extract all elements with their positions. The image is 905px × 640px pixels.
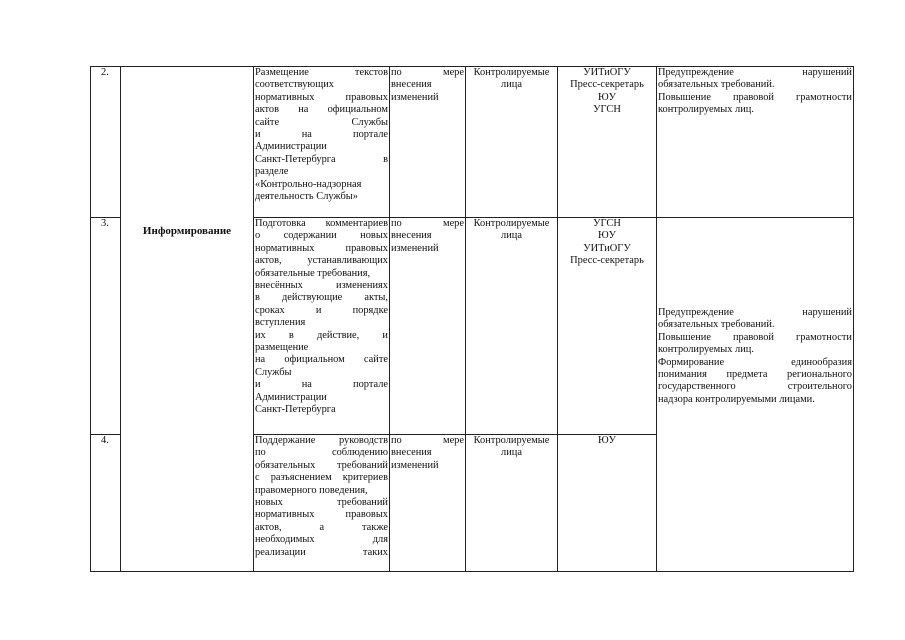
controlled-subjects <box>466 435 558 572</box>
result-line: Предупреждение нарушений <box>658 67 852 78</box>
result-line: понимания предмета регионального <box>658 368 852 380</box>
responsible-units <box>558 218 657 435</box>
term-line: изменений <box>391 91 439 103</box>
measure-description <box>254 218 390 435</box>
result-line: обязательных требований. <box>658 79 775 91</box>
result-line: государственного строительного <box>658 381 852 393</box>
table-row <box>91 67 854 218</box>
expected-result <box>657 67 854 218</box>
execution-term <box>390 67 466 218</box>
result-line: обязательных требований. <box>658 319 775 331</box>
term-line: внесения <box>391 79 432 91</box>
description-line: деятельность Службы» <box>255 191 358 203</box>
description-line: в действующие акты, <box>255 292 388 304</box>
result-line: Формирование единообразия <box>658 356 852 368</box>
description-line: Санкт-Петербурга в <box>255 153 388 165</box>
responsible-line: УИТиОГУ <box>583 242 631 254</box>
term-line: по мере <box>391 218 464 229</box>
result-line: контролируемых лиц. <box>658 104 754 116</box>
description-line: сайте Службы <box>255 116 388 128</box>
prevention-form-cell <box>121 67 254 572</box>
measure-description <box>254 67 390 218</box>
row-number: 4. <box>91 435 121 572</box>
term-line: изменений <box>391 242 439 254</box>
result-line: контролируемых лиц. <box>658 344 754 356</box>
term-line: внесения <box>391 230 432 242</box>
description-line: реализации таких <box>255 546 388 558</box>
responsible-line: ЮУ <box>597 435 617 446</box>
description-line: разделе <box>255 166 289 178</box>
description-line: нормативных правовых <box>255 91 388 103</box>
description-line: Администрации <box>255 391 327 403</box>
description-line: Поддержание руководств <box>255 435 388 446</box>
description-line: обязательных требований <box>255 459 388 471</box>
description-line: на официальном сайте <box>255 354 388 366</box>
subjects-line: Контролируемые <box>473 218 550 229</box>
description-line: размещение <box>255 342 309 354</box>
term-line: изменений <box>391 459 439 471</box>
responsible-line: УГСН <box>593 104 621 116</box>
description-line: по соблюдению <box>255 447 388 459</box>
description-line: с разъяснением критериев <box>255 472 388 484</box>
result-line: Повышение правовой грамотности <box>658 91 852 103</box>
description-line: сроках и порядке <box>255 304 388 316</box>
description-line: о содержании новых <box>255 230 388 242</box>
result-line: Предупреждение нарушений <box>658 306 852 318</box>
responsible-units <box>558 435 657 572</box>
responsible-line: Пресс-секретарь <box>570 79 644 91</box>
description-line: «Контрольно-надзорная <box>255 178 362 190</box>
responsible-line: ЮУ <box>597 91 617 103</box>
responsible-line: УИТиОГУ <box>583 67 631 78</box>
description-line: обязательные требования, <box>255 267 371 279</box>
description-line: актов, а также <box>255 521 388 533</box>
description-line: актов, устанавливающих <box>255 255 388 267</box>
responsible-units <box>558 67 657 218</box>
controlled-subjects <box>466 218 558 435</box>
term-line: по мере <box>391 67 464 78</box>
execution-term <box>390 218 466 435</box>
controlled-subjects <box>466 67 558 218</box>
responsible-line: ЮУ <box>597 230 617 242</box>
subjects-line: лица <box>501 230 522 242</box>
subjects-line: лица <box>501 79 522 91</box>
expected-result-merged <box>657 218 854 572</box>
measure-description <box>254 435 390 572</box>
responsible-line: УГСН <box>593 218 621 229</box>
term-line: по мере <box>391 435 464 446</box>
description-line: Службы <box>255 366 292 378</box>
description-line: новых требований <box>255 497 388 509</box>
subjects-line: Контролируемые <box>473 435 550 446</box>
responsible-line: Пресс-секретарь <box>570 255 644 267</box>
description-line: правомерного поведения, <box>255 484 368 496</box>
row-number: 2. <box>91 67 121 218</box>
description-line: их в действие, и <box>255 329 388 341</box>
description-line: Подготовка комментариев <box>255 218 388 229</box>
subjects-line: Контролируемые <box>473 67 550 78</box>
description-line: соответствующих <box>255 79 334 91</box>
description-line: внесённых изменениях <box>255 280 388 292</box>
subjects-line: лица <box>501 447 522 459</box>
prevention-form-label: Информирование <box>142 224 232 237</box>
row-number: 3. <box>91 218 121 435</box>
description-line: и на портале <box>255 129 388 141</box>
description-line: актов на официальном <box>255 104 388 116</box>
description-line: вступления <box>255 317 306 329</box>
prevention-plan-table <box>90 66 854 572</box>
description-line: Санкт-Петербурга <box>255 404 336 416</box>
description-line: нормативных правовых <box>255 242 388 254</box>
result-line: Повышение правовой грамотности <box>658 331 852 343</box>
term-line: внесения <box>391 447 432 459</box>
description-line: необходимых для <box>255 534 388 546</box>
result-line: надзора контролируемыми лицами. <box>658 393 815 405</box>
description-line: и на портале <box>255 379 388 391</box>
description-line: Администрации <box>255 141 327 153</box>
description-line: нормативных правовых <box>255 509 388 521</box>
execution-term <box>390 435 466 572</box>
description-line: Размещение текстов <box>255 67 388 78</box>
